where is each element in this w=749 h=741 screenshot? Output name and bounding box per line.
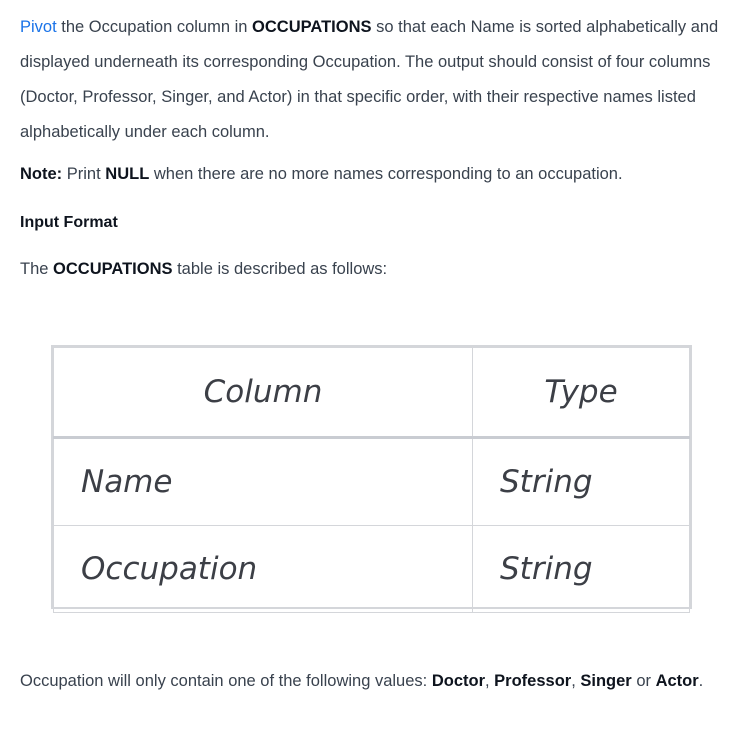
table-row: [54, 438, 690, 526]
table-desc-text-2: table is described as follows:: [172, 260, 388, 278]
values-sep: ,: [485, 672, 495, 690]
table-desc-name: OCCUPATIONS: [53, 260, 173, 278]
values-sep: or: [631, 672, 656, 690]
pivot-link[interactable]: Pivot: [20, 18, 57, 36]
values-end: .: [698, 672, 704, 690]
intro-text-1: the Occupation column in: [56, 18, 253, 36]
header-type: Type: [473, 348, 690, 438]
cell-type: String: [473, 438, 690, 526]
values-text: Occupation will only contain one of the following values:: [20, 672, 432, 690]
value-doctor: Doctor: [431, 672, 485, 690]
note-text-2: when there are no more names corresponding to an occupation.: [149, 165, 623, 183]
table-header-row: [54, 348, 690, 438]
cell-column: Occupation: [54, 526, 473, 613]
values-paragraph: [20, 664, 735, 699]
values-sep: ,: [571, 672, 581, 690]
schema-table: [53, 347, 690, 613]
null-keyword: NULL: [105, 165, 150, 183]
value-singer: Singer: [580, 672, 632, 690]
note-text-1: Print: [62, 165, 106, 183]
intro-text-2: so that each Name is sorted alphabetically and displayed underneath its corresponding Occupation. The output should consist of four columns (Doctor, Professor, Singer, and Actor) in that specific order, with their respective names listed alphabetically under each column.: [20, 18, 719, 141]
value-professor: Professor: [494, 672, 572, 690]
cell-column: Name: [54, 438, 473, 526]
value-actor: Actor: [655, 672, 699, 690]
intro-paragraph: [20, 10, 735, 150]
table-description: [20, 252, 735, 287]
table-desc-text-1: The: [20, 260, 54, 278]
schema-table-image: [51, 345, 692, 609]
note-paragraph: [20, 157, 735, 192]
table-row: [54, 526, 690, 613]
input-format-heading: Input Format: [20, 214, 118, 231]
cell-type: String: [473, 526, 690, 613]
note-label: Note:: [20, 165, 63, 183]
table-name: OCCUPATIONS: [252, 18, 372, 36]
header-column: Column: [54, 348, 473, 438]
